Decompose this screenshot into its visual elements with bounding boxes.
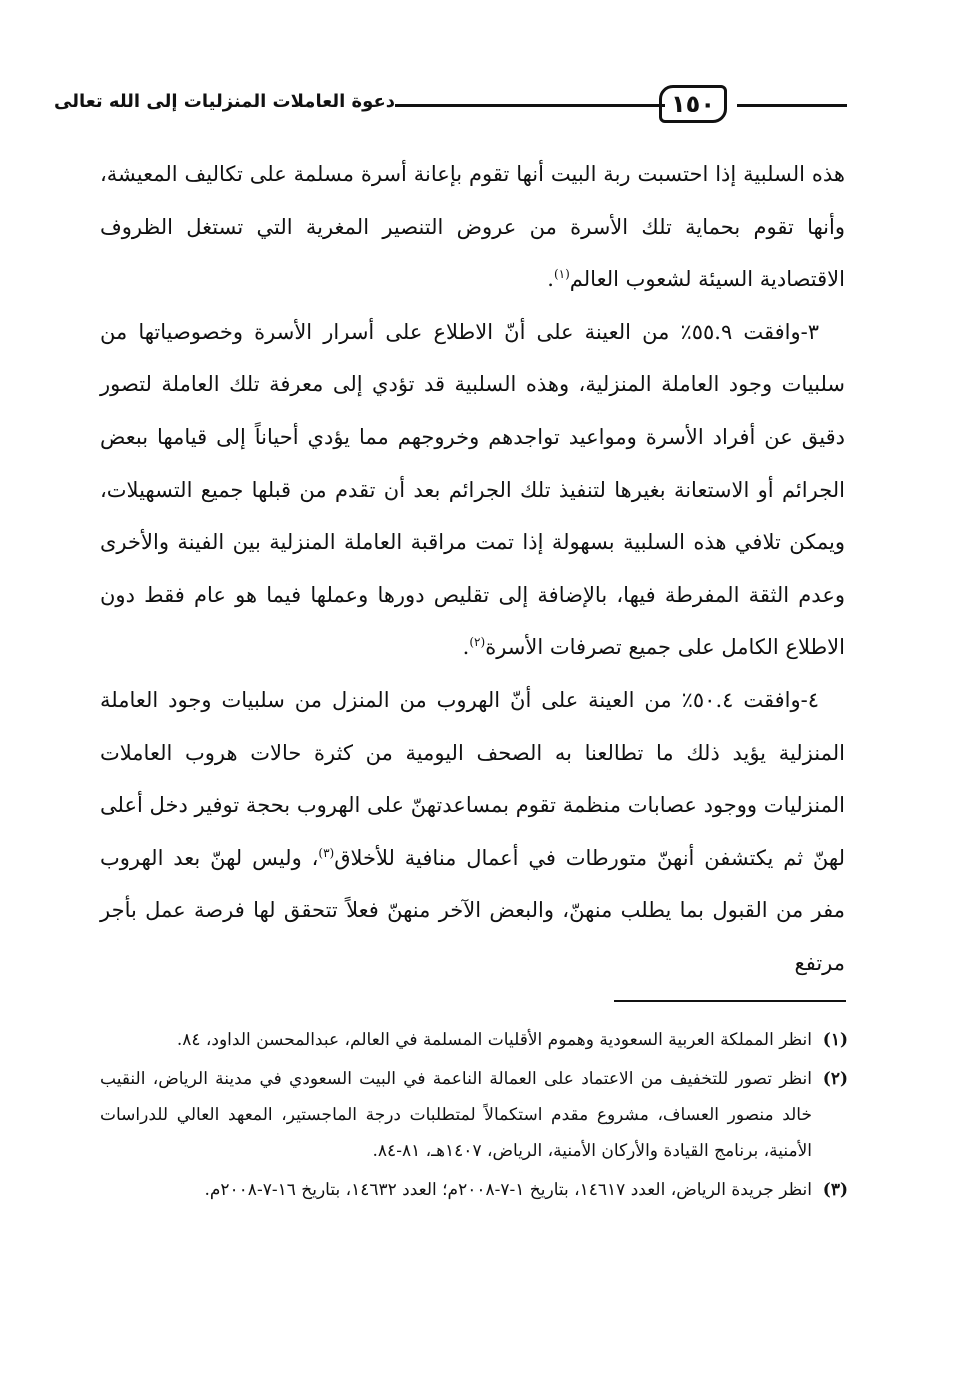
paragraph-3-text: ٤-وافقت ٥٠.٤٪ من العينة على أنّ الهروب من المنزل من سلبيات وجود العاملة المنزلية يؤيد ذلك ما تطالعنا به الصحف اليومية من كثرة حالات هروب العاملات المنزليات ووجود عصابات منظمة تقوم بمساعدتهنّ على الهروب بحجة توفير دخل أعلى لهنّ ثم يكتشفن أنهنّ متورطات في أعمال منافية للأخلاق xyxy=(100,687,845,870)
footnote-number: (٣) xyxy=(822,1180,848,1200)
footnote-3 xyxy=(100,1172,848,1208)
running-title: دعوة العاملات المنزليات إلى الله تعالى xyxy=(54,91,395,112)
footnote-number: (١) xyxy=(822,1030,848,1050)
footnote-text: انظر المملكة العربية السعودية وهموم الأقليات المسلمة في العالم، عبدالمحسن الداود، ٨٤. xyxy=(176,1030,812,1050)
footnote-1 xyxy=(100,1022,848,1058)
footnote-ref-3: (٣) xyxy=(318,845,335,860)
footnote-separator xyxy=(614,1000,846,1002)
footnotes xyxy=(100,1022,848,1211)
header-rule-middle xyxy=(395,104,665,107)
page-number: ١٥٠ xyxy=(659,85,727,123)
paragraph-1-text: هذه السلبية إذا احتسبت ربة البيت أنها تقوم بإعانة أسرة مسلمة على تكاليف المعيشة، وأنها تقوم بحماية تلك الأسرة من عروض التنصير المغرية التي تستغل الظروف الاقتصادية السيئة لشعوب العالم xyxy=(100,162,845,292)
paragraph-3 xyxy=(100,674,845,990)
paragraph-1-end: . xyxy=(547,267,554,292)
paragraph-2 xyxy=(100,306,845,674)
paragraph-3-continuation: ، وليس لهنّ بعد الهروب مفر من القبول بما يطلب منهنّ، والبعض الآخر منهنّ فعلاً تتحقق لها فرصة عمل بأجر مرتفع xyxy=(100,845,845,975)
paragraph-2-text: ٣-وافقت ٥٥.٩٪ من العينة على أنّ الاطلاع على أسرار الأسرة وخصوصياتها من سلبيات وجود العاملة المنزلية، وهذه السلبية قد تؤدي إلى معرفة تلك العاملة لتصور دقيق عن أفراد الأسرة ومواعيد تواجدهم وخروجهم مما يؤدي أحياناً إلى قيامها ببعض الجرائم أو الاستعانة بغيرها لتنفيذ تلك الجرائم بعد أن تقدم من قبلها جميع التسهيلات، ويمكن تلافي هذه السلبية بسهولة إذا تمت مراقبة العاملة المنزلية بين الفينة والأخرى وعدم الثقة المفرطة فيها، بالإضافة إلى تقليص دورها وعملها فيما هو عام فقط دون الاطلاع الكامل على جميع تصرفات الأسرة xyxy=(100,319,845,660)
header-rule-right xyxy=(737,104,847,107)
footnote-ref-1: (١) xyxy=(553,267,570,282)
footnote-text: انظر جريدة الرياض، العدد ١٤٦١٧، بتاريخ ١-٧-٢٠٠٨م؛ العدد ١٤٦٣٢، بتاريخ ١٦-٧-٢٠٠٨م. xyxy=(204,1180,812,1200)
footnote-text: انظر تصور للتخفيف من الاعتماد على العمالة الناعمة في البيت السعودي في مدينة الرياض، النقيب خالد منصور العساف، مشروع مقدم استكمالاً لمتطلبات درجة الماجستير، المعهد العالي للدراسات الأمنية، برنامج القيادة والأركان الأمنية، الرياض، ١٤٠٧هـ، ٨١-٨٤. xyxy=(100,1069,812,1161)
paragraph-1 xyxy=(100,148,845,306)
running-header xyxy=(54,80,847,126)
body-text xyxy=(100,148,845,990)
paragraph-2-end: . xyxy=(462,635,470,660)
footnote-number: (٢) xyxy=(822,1069,848,1089)
footnote-2 xyxy=(100,1061,848,1169)
footnote-ref-2: (٢) xyxy=(469,635,486,650)
